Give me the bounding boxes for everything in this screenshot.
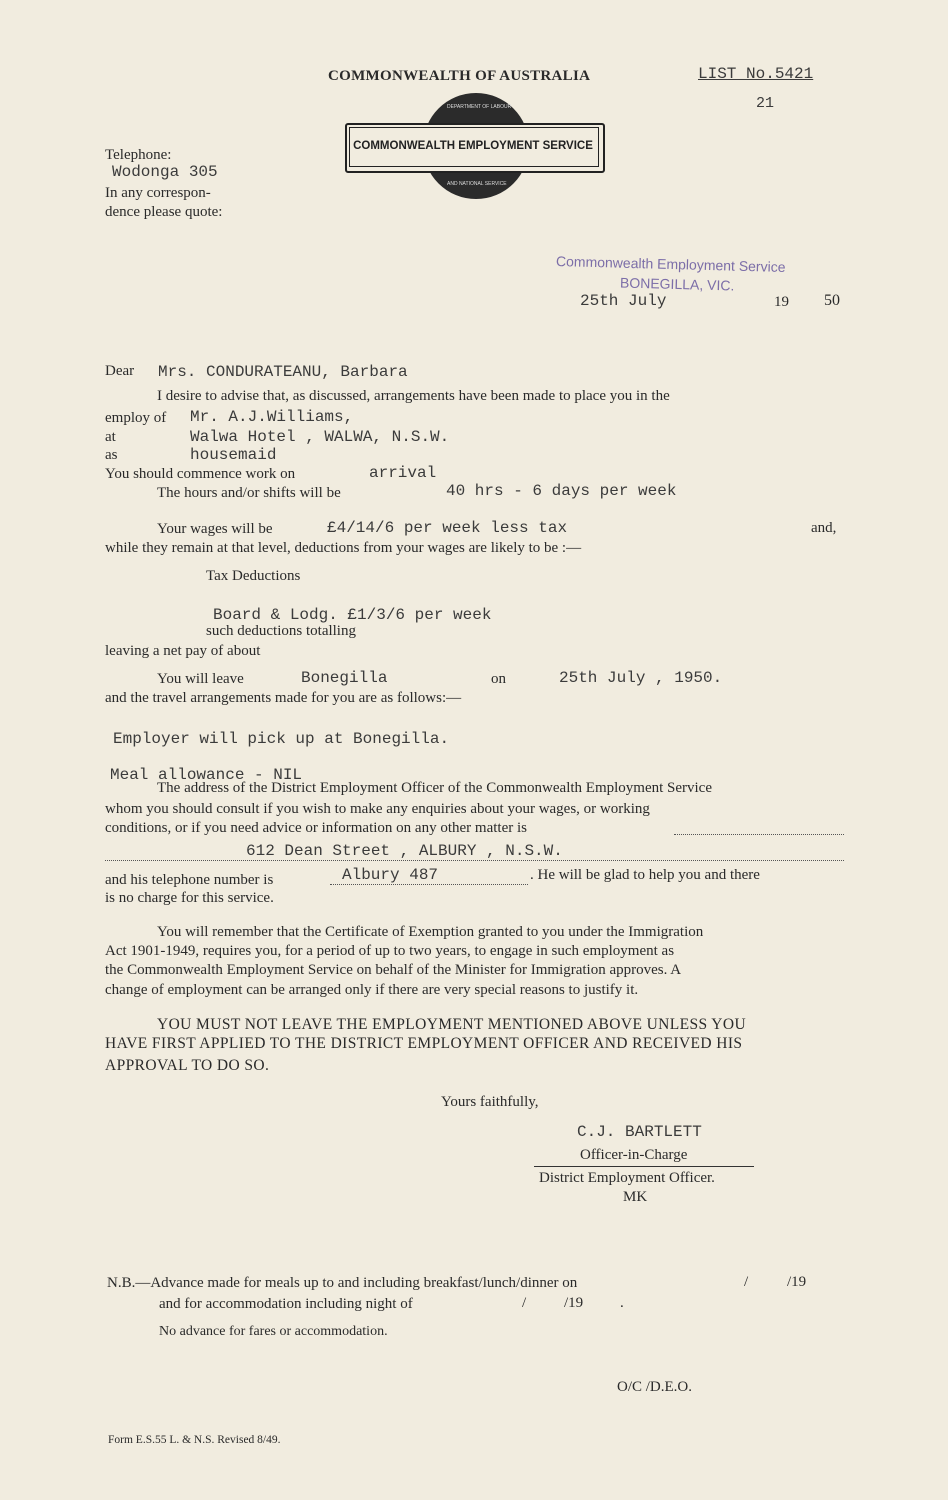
telephone-value: Wodonga 305 [112,163,218,181]
on-label: on [491,671,506,687]
header-title: COMMONWEALTH OF AUSTRALIA [328,68,591,84]
at-label: at [105,429,116,445]
date-century: 19 [774,294,789,310]
address-line-3: conditions, or if you need advice or information on any other matter is [105,820,527,836]
logo-ring-bottom-text: AND NATIONAL SERVICE [447,181,507,187]
hours-label: The hours and/or shifts will be [157,485,341,501]
nb-year-1: /19 [787,1274,807,1290]
commence-label: You should commence work on [105,466,296,482]
employ-label: employ of [105,410,167,426]
nb-line-2: and for accommodation including night of [159,1296,413,1312]
address-line-1: The address of the District Employment Officer of the Commonwealth Employment Service [157,780,712,796]
closing: Yours faithfully, [441,1094,539,1110]
signatory-name: C.J. BARTLETT [577,1123,702,1141]
totalling-label: such deductions totalling [206,623,356,639]
leave-date: 25th July , 1950. [559,669,723,687]
reference-code: O/C /D.E.O. [617,1379,692,1395]
tax-deductions-label: Tax Deductions [206,568,301,584]
address-line-2: whom you should consult if you wish to make any enquiries about your wages, or working [105,801,650,817]
nb-slash-2: / [522,1295,527,1311]
office-stamp-line-1: Commonwealth Employment Service [555,252,786,276]
quote-line-1: In any correspon- [105,185,211,201]
signatory-title-1: Officer-in-Charge [580,1147,688,1163]
certificate-line-4: change of employment can be arranged only if there are very special reasons to justify it. [105,982,639,998]
hours-value: 40 hrs - 6 days per week [446,482,677,500]
date-day-month: 25th July [580,292,667,310]
no-charge-line: is no charge for this service. [105,890,274,906]
logo-ring-top-text: DEPARTMENT OF LABOUR [447,104,512,110]
employer-name: Mr. A.J.Williams, [190,408,354,426]
phone-value: Albury 487 [342,866,439,884]
nb-slash-1: / [744,1274,749,1290]
nb-dot: . [620,1295,624,1311]
wages-and: and, [811,520,837,536]
warning-line-3: APPROVAL TO DO SO. [105,1057,270,1074]
office-address: 612 Dean Street , ALBURY , N.S.W. [246,842,563,860]
work-location: Walwa Hotel , WALWA, N.S.W. [190,428,450,446]
dear-label: Dear [105,363,135,379]
travel-line: and the travel arrangements made for you are as follows:— [105,690,462,706]
warning-line-1: YOU MUST NOT LEAVE THE EMPLOYMENT MENTIONED ABOVE UNLESS YOU [157,1016,747,1033]
addressee: Mrs. CONDURATEANU, Barbara [158,363,408,381]
list-sub-number: 21 [756,95,775,112]
certificate-line-3: the Commonwealth Employment Service on behalf of the Minister for Immigration approves. A [105,962,682,978]
address-dotted-line-2 [105,860,844,861]
telephone-label: Telephone: [105,147,172,163]
warning-line-2: HAVE FIRST APPLIED TO THE DISTRICT EMPLOYMENT OFFICER AND RECEIVED HIS [105,1035,743,1052]
address-dotted-line-1 [674,834,844,835]
date-year: 50 [824,292,840,309]
position-value: housemaid [190,446,277,464]
logo-text: COMMONWEALTH EMPLOYMENT SERVICE [353,140,593,152]
net-pay-label: leaving a net pay of about [105,643,261,659]
leave-place: Bonegilla [301,669,388,687]
quote-line-2: dence please quote: [105,204,223,220]
nb-year-2: /19 [564,1295,584,1311]
board-lodging-value: Board & Lodg. £1/3/6 per week [213,606,492,624]
leave-label: You will leave [157,671,244,687]
wages-value: £4/14/6 per week less tax [327,519,568,537]
certificate-line-2: Act 1901-1949, requires you, for a period of up to two years, to engage in such employment as [105,943,675,959]
form-number: Form E.S.55 L. & N.S. Revised 8/49. [108,1434,281,1446]
as-label: as [105,447,118,463]
list-number: LIST No.5421 [698,65,814,83]
signature-rule [534,1166,754,1167]
phone-tail: . He will be glad to help you and there [530,867,760,883]
travel-arrangement: Employer will pick up at Bonegilla. [113,730,450,748]
deductions-line: while they remain at that level, deductions from your wages are likely to be :— [105,540,582,556]
certificate-line-1: You will remember that the Certificate of Exemption granted to you under the Immigration [157,924,704,940]
commence-value: arrival [369,464,437,482]
office-stamp-line-2: BONEGILLA, VIC. [619,274,735,294]
wages-label: Your wages will be [157,521,273,537]
phone-label: and his telephone number is [105,872,274,888]
nb-line-3: No advance for fares or accommodation. [159,1324,388,1339]
signatory-title-2: District Employment Officer. [539,1170,715,1186]
nb-line-1: N.B.—Advance made for meals up to and including breakfast/lunch/dinner on [107,1275,578,1291]
signatory-initials: MK [623,1189,648,1205]
phone-dotted-line [330,884,528,885]
advise-line: I desire to advise that, as discussed, arrangements have been made to place you in the [157,388,670,404]
meal-allowance: Meal allowance - NIL [110,766,303,784]
